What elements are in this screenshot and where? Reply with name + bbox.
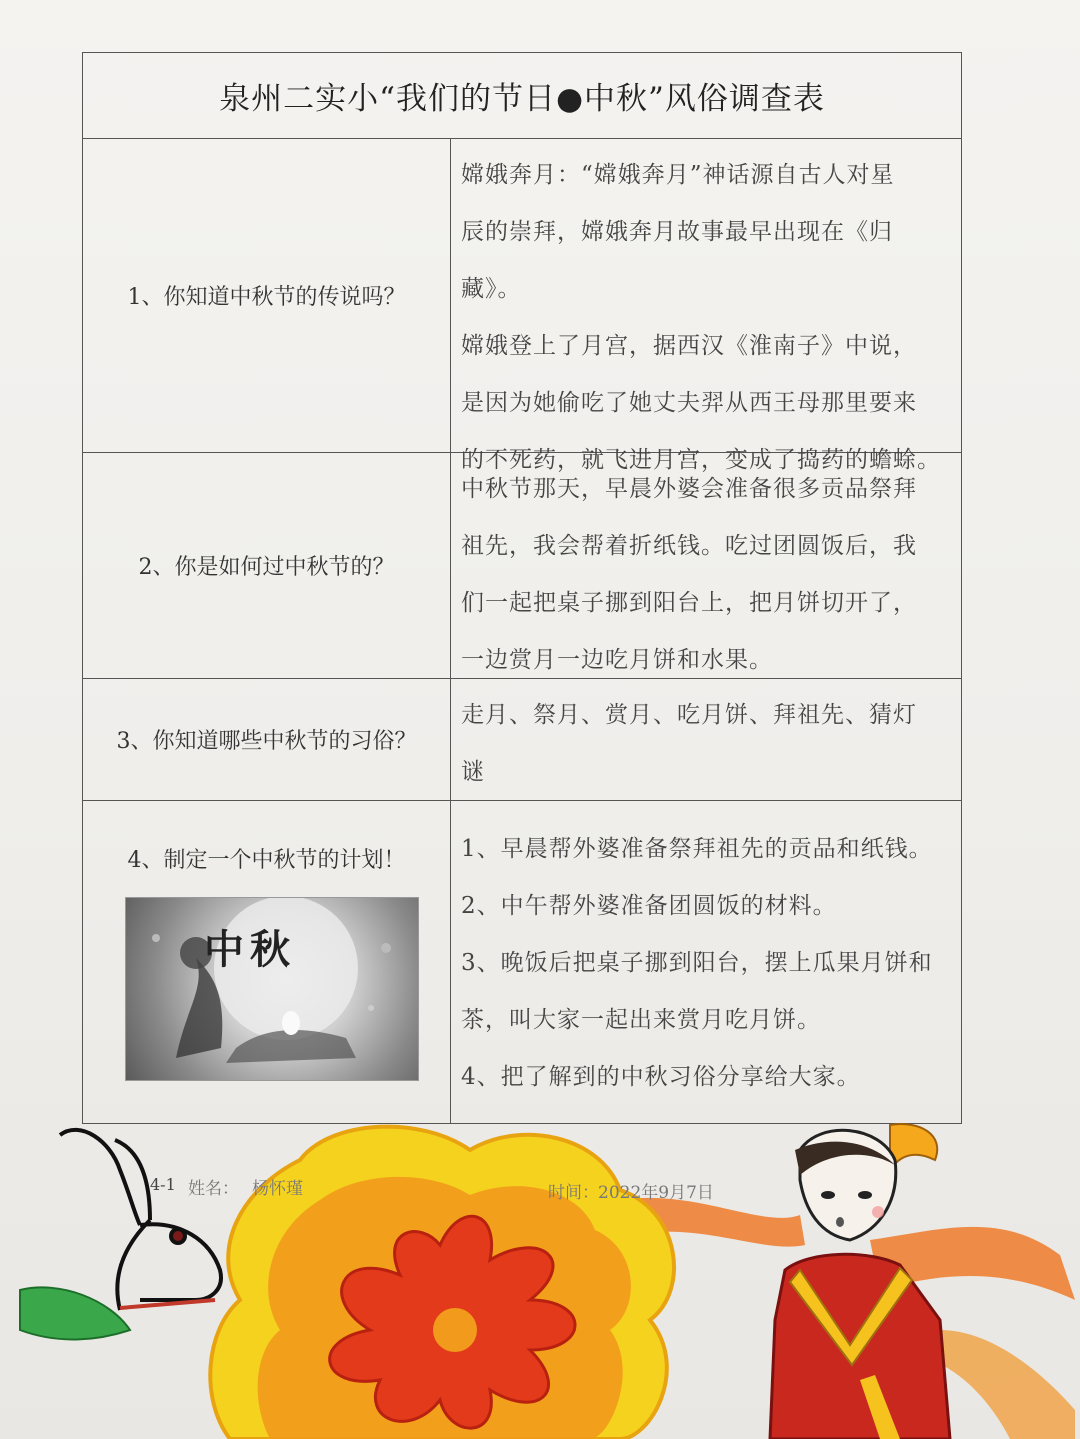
answer-line: 们一起把桌子挪到阳台上，把月饼切开了， (461, 590, 917, 616)
plan-item: 2、中午帮外婆准备团圆饭的材料。 (461, 893, 837, 919)
answer-line: 是因为她偷吃了她丈夫羿从西王母那里要来 (461, 390, 917, 416)
answer-line: 一边赏月一边吃月饼和水果。 (461, 647, 773, 673)
name-label: 姓名： (188, 1179, 239, 1199)
plan-item: 茶，叫大家一起出来赏月吃月饼。 (461, 1007, 821, 1033)
question-cell: 2、你是如何过中秋节的？ (83, 453, 451, 678)
rabbit-drawing (60, 1130, 221, 1310)
answer-line: 中秋节那天，早晨外婆会准备很多贡品祭拜 (461, 476, 917, 502)
answer-line: 祖先，我会帮着折纸钱。吃过团圆饭后，我 (461, 533, 917, 559)
name-value: 杨怀瑾 (252, 1179, 303, 1199)
ribbon-bottom (930, 1330, 1075, 1439)
date-label: 时间： (548, 1183, 599, 1203)
leaf-drawing (20, 1287, 130, 1339)
class-number: 4-1 (150, 1175, 176, 1194)
question-cell: 3、你知道哪些中秋节的习俗？ (83, 679, 451, 800)
question-label: 4、制定一个中秋节的计划！ (127, 848, 406, 873)
answer-line: 嫦娥奔月：“嫦娥奔月”神话源自古人对星 (461, 162, 895, 188)
plan-item: 3、晚饭后把桌子挪到阳台，摆上瓜果月饼和 (461, 950, 933, 976)
answer-line: 辰的崇拜，嫦娥奔月故事最早出现在《归藏》。 (461, 219, 893, 302)
picture-title: 中秋 (204, 926, 296, 973)
plan-item: 4、把了解到的中秋习俗分享给大家。 (461, 1064, 861, 1090)
plan-item: 1、早晨帮外婆准备祭拜祖先的贡品和纸钱。 (461, 836, 933, 862)
question-cell: 1、你知道中秋节的传说吗？ (83, 139, 451, 452)
change-figure-drawing (770, 1124, 950, 1439)
date-value: 2022年9月7日 (598, 1183, 714, 1203)
answer-line: 走月、祭月、赏月、吃月饼、拜祖先、猜灯 (461, 702, 917, 728)
answer-line: 谜 (461, 759, 485, 785)
answer-line: 的不死药，就飞进月宫，变成了捣药的蟾蜍。 (461, 447, 941, 473)
answer-line: 嫦娥登上了月宫，据西汉《淮南子》中说， (461, 333, 917, 359)
page-title: 泉州二实小“我们的节日●中秋”风俗调查表 (83, 53, 961, 139)
